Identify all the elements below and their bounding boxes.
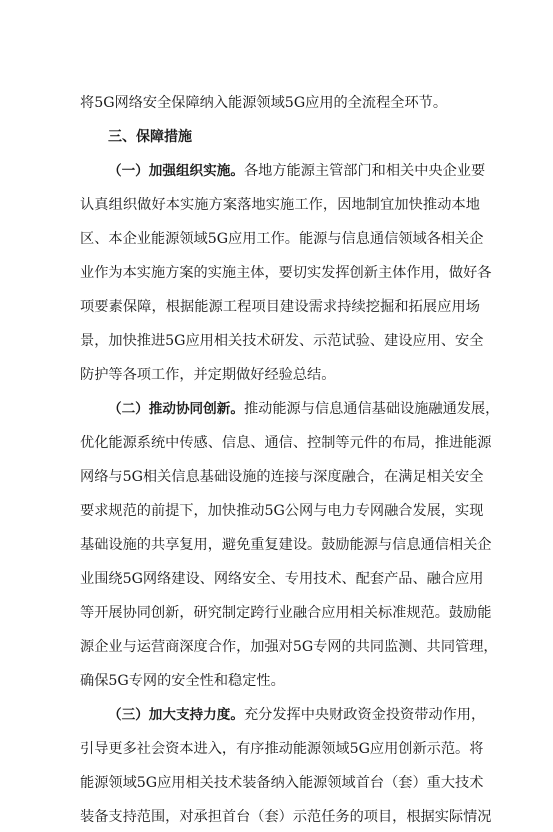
paragraph-line: 优化能源系统中传感、信息、通信、控制等元件的布局，推进能源: [80, 435, 492, 451]
item-lead-organize: （一）加强组织实施。: [108, 163, 244, 179]
paragraph-line: 业围绕5G网络建设、网络安全、专用技术、配套产品、融合应用: [80, 571, 484, 587]
paragraph-line: 区、本企业能源领域5G应用工作。能源与信息通信领域各相关企: [80, 231, 484, 247]
paragraph-line: [108, 700, 485, 730]
paragraph-line: [108, 156, 485, 186]
paragraph-line: 要求规范的前提下，加快推动5G公网与电力专网融合发展，实现: [80, 503, 484, 519]
paragraph-line: 基础设施的共享复用，避免重复建设。鼓励能源与信息通信相关企: [80, 537, 492, 553]
paragraph-line: 引导更多社会资本进入，有序推动能源领域5G应用创新示范。将: [80, 741, 484, 757]
item-text: 充分发挥中央财政资金投资带动作用，: [243, 707, 486, 723]
paragraph-line: 源企业与运营商深度合作，加强对5G专网的共同监测、共同管理，: [80, 639, 498, 655]
paragraph-line: 将5G网络安全保障纳入能源领域5G应用的全流程全环节。: [80, 95, 448, 111]
item-text: 推动能源与信息通信基础设施融通发展，: [243, 401, 500, 417]
paragraph-line: 能源领域5G应用相关技术装备纳入能源领域首台（套）重大技术: [80, 775, 484, 791]
paragraph-line: 等开展协同创新，研究制定跨行业融合应用相关标准规范。鼓励能: [80, 605, 492, 621]
item-lead-collaborate: （二）推动协同创新。: [108, 401, 244, 417]
paragraph-line: 业作为本实施方案的实施主体，要切实发挥创新主体作用，做好各: [80, 265, 492, 281]
item-lead-support: （三）加大支持力度。: [108, 707, 244, 723]
paragraph-line: 装备支持范围，对承担首台（套）示范任务的项目，根据实际情况: [80, 809, 492, 825]
item-text: 各地方能源主管部门和相关中央企业要: [243, 163, 486, 179]
paragraph-line: 项要素保障，根据能源工程项目建设需求持续挖掘和拓展应用场: [80, 299, 480, 315]
section-heading: 三、保障措施: [108, 129, 192, 145]
paragraph-line: [108, 394, 499, 424]
paragraph-line: 网络与5G相关信息基础设施的连接与深度融合，在满足相关安全: [80, 469, 484, 485]
paragraph-line: 认真组织做好本实施方案落地实施工作，因地制宜加快推动本地: [80, 197, 480, 213]
paragraph-line: 确保5G专网的安全性和稳定性。: [80, 673, 285, 689]
paragraph-line: 景，加快推进5G应用相关技术研发、示范试验、建设应用、安全: [80, 333, 484, 349]
paragraph-line: 防护等各项工作，并定期做好经验总结。: [80, 367, 336, 383]
